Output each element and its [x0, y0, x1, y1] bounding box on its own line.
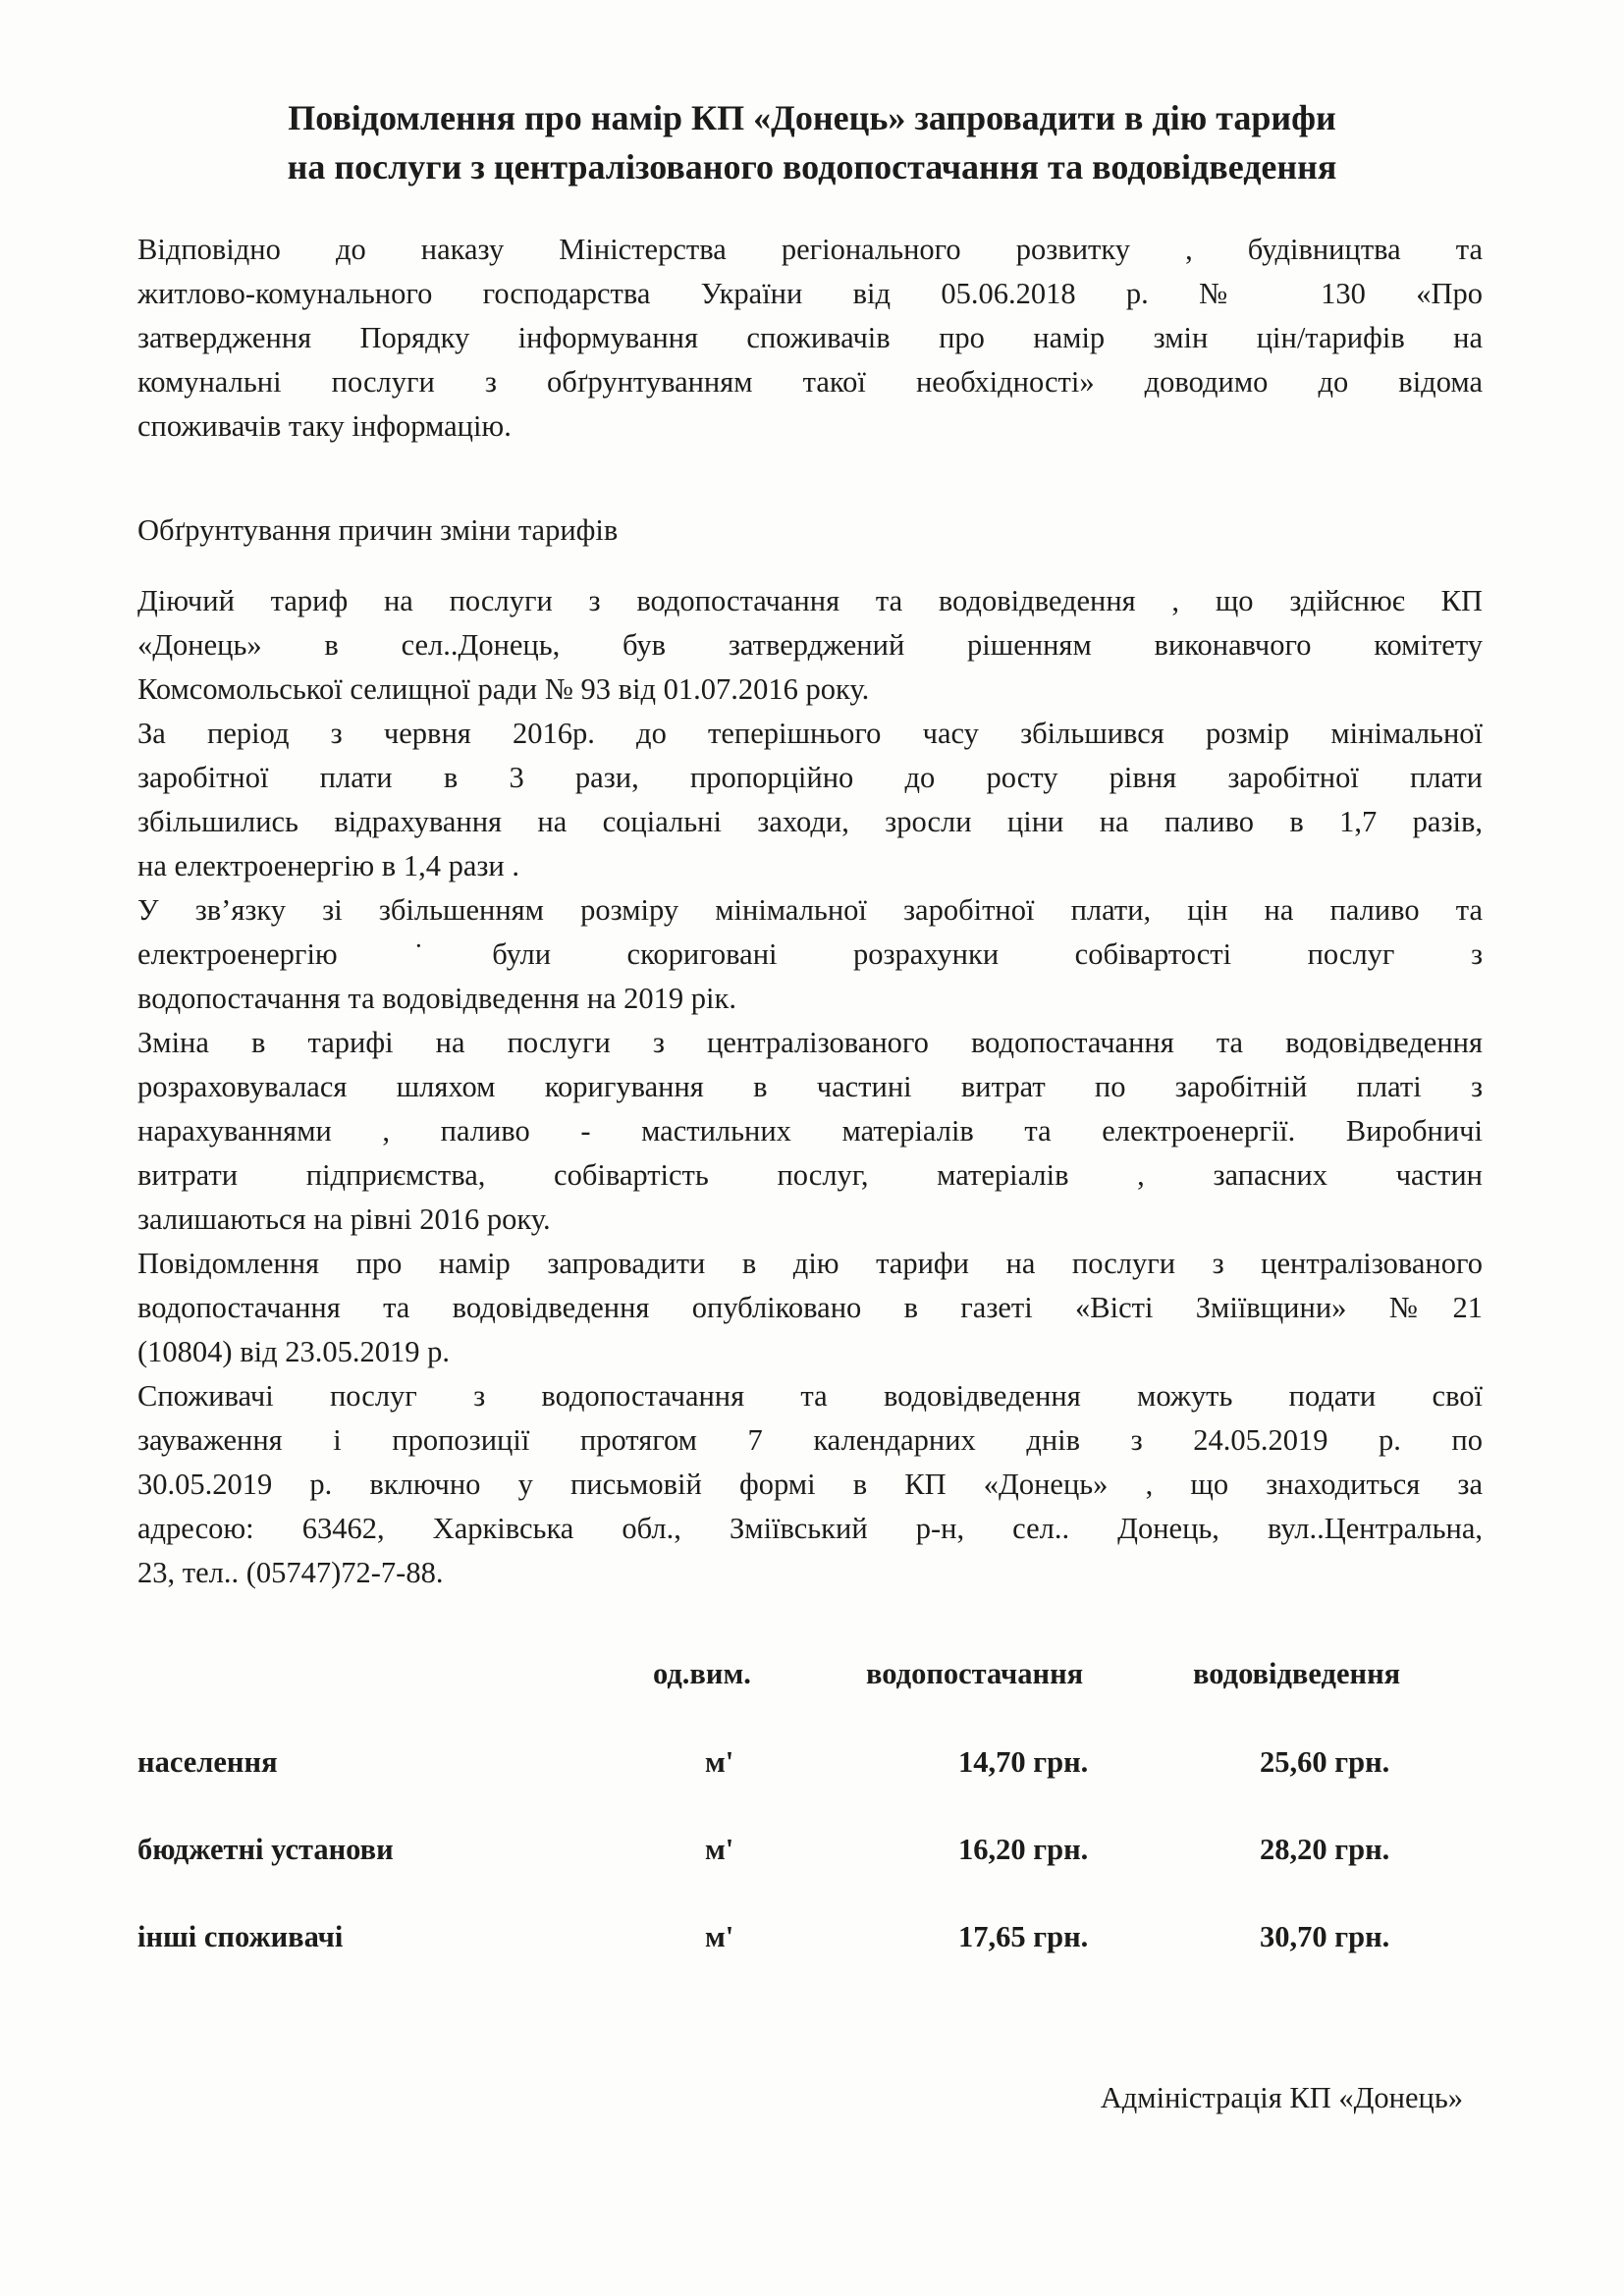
body-line: 23, тел.. (05747)72-7-88. — [137, 1556, 444, 1589]
row-category: інші споживачі — [137, 1920, 344, 1953]
row-drainage: 30,70 грн. — [1260, 1920, 1390, 1953]
row-unit: м' — [705, 1833, 734, 1866]
row-drainage: 25,60 грн. — [1260, 1745, 1390, 1779]
body-line: Комсомольської селищної ради № 93 від 01.07.2016 року. — [137, 672, 870, 706]
signature: Адміністрація КП «Донець» — [1100, 2081, 1463, 2114]
body-line: Споживачі послуг з водопостачання та водовідведення можуть подати свої — [137, 1379, 1483, 1413]
title-line-2: на послуги з централізованого водопостачання та водовідведення — [287, 147, 1337, 187]
intro-paragraph — [137, 228, 1483, 449]
row-category: бюджетні установи — [137, 1833, 394, 1866]
body-line: водопостачання та водовідведення опубліковано в газеті «Вісті Зміївщини» №21 — [137, 1291, 1483, 1324]
body-line: За період з червня 2016р. до теперішнього часу збільшився розмір мінімальної — [137, 717, 1483, 750]
row-unit: м' — [705, 1745, 734, 1779]
body-line: водопостачання та водовідведення на 2019 рік. — [137, 982, 736, 1015]
body-line: зауваження і пропозиції протягом 7 календарних днів з 24.05.2019 р. по — [137, 1423, 1483, 1457]
body-line: збільшились відрахування на соціальні заходи, зросли ціни на паливо в 1,7 разів, — [137, 805, 1483, 838]
body-line: на електроенергію в 1,4 рази . — [137, 849, 519, 882]
row-water-supply: 14,70 грн. — [958, 1745, 1089, 1779]
body-line: витрати підприємства, собівартість послуг, матеріалів , запасних частин — [137, 1158, 1483, 1192]
row-water-supply: 16,20 грн. — [958, 1833, 1089, 1866]
header-water-supply: водопостачання — [866, 1657, 1084, 1690]
title-line-1: Повідомлення про намір КП «Донець» запровадити в дію тарифи — [288, 98, 1336, 137]
body-line: заробітної плати в 3 рази, пропорційно до росту рівня заробітної плати — [137, 761, 1483, 794]
body-paragraphs — [137, 579, 1483, 1595]
body-line: (10804) від 23.05.2019 р. — [137, 1335, 450, 1368]
body-line: Зміна в тарифі на послуги з централізованого водопостачання та водовідведення — [137, 1026, 1483, 1059]
document-title — [0, 93, 1624, 191]
row-water-supply: 17,65 грн. — [958, 1920, 1089, 1953]
body-line: залишаються на рівні 2016 року. — [137, 1202, 551, 1236]
row-unit: м' — [705, 1920, 734, 1953]
body-line: Повідомлення про намір запровадити в дію тарифи на послуги з централізованого — [137, 1247, 1483, 1280]
intro-line: житлово-комунального господарства України від 05.06.2018 р. № 130 «Про — [137, 277, 1483, 310]
header-drainage: водовідведення — [1193, 1657, 1401, 1690]
body-line: адресою: 63462, Харківська обл., Зміївський р-н, сел.. Донець, вул..Центральна, — [137, 1512, 1483, 1545]
body-line: 30.05.2019 р. включно у письмовій формі в КП «Донець» , що знаходиться за — [137, 1468, 1483, 1501]
body-line: розраховувалася шляхом коригування в частині витрат по заробітній платі з — [137, 1070, 1483, 1103]
body-line: електроенергію ˙були скориговані розрахунки собівартості послуг з — [137, 937, 1483, 971]
body-line: нарахуваннями , паливо - мастильних матеріалів та електроенергії. Виробничі — [137, 1114, 1483, 1148]
intro-line: споживачів таку інформацію. — [137, 409, 512, 443]
header-unit: од.вим. — [653, 1657, 751, 1690]
body-line: У зв’язку зі збільшенням розміру мінімальної заробітної плати, цін на паливо та — [137, 893, 1483, 927]
section-heading: Обґрунтування причин зміни тарифів — [137, 513, 619, 547]
intro-line: затвердження Порядку інформування споживачів про намір змін цін/тарифів на — [137, 321, 1483, 354]
body-line: Діючий тариф на послуги з водопостачання та водовідведення , що здійснює КП — [137, 584, 1483, 617]
body-line: «Донець» в сел..Донець, був затверджений рішенням виконавчого комітету — [137, 628, 1483, 662]
row-category: населення — [137, 1745, 278, 1779]
intro-line: комунальні послуги з обґрунтуванням такої необхідності» доводимо до відома — [137, 365, 1483, 399]
intro-line: Відповідно до наказу Міністерства регіонального розвитку , будівництва та — [137, 233, 1483, 266]
row-drainage: 28,20 грн. — [1260, 1833, 1390, 1866]
